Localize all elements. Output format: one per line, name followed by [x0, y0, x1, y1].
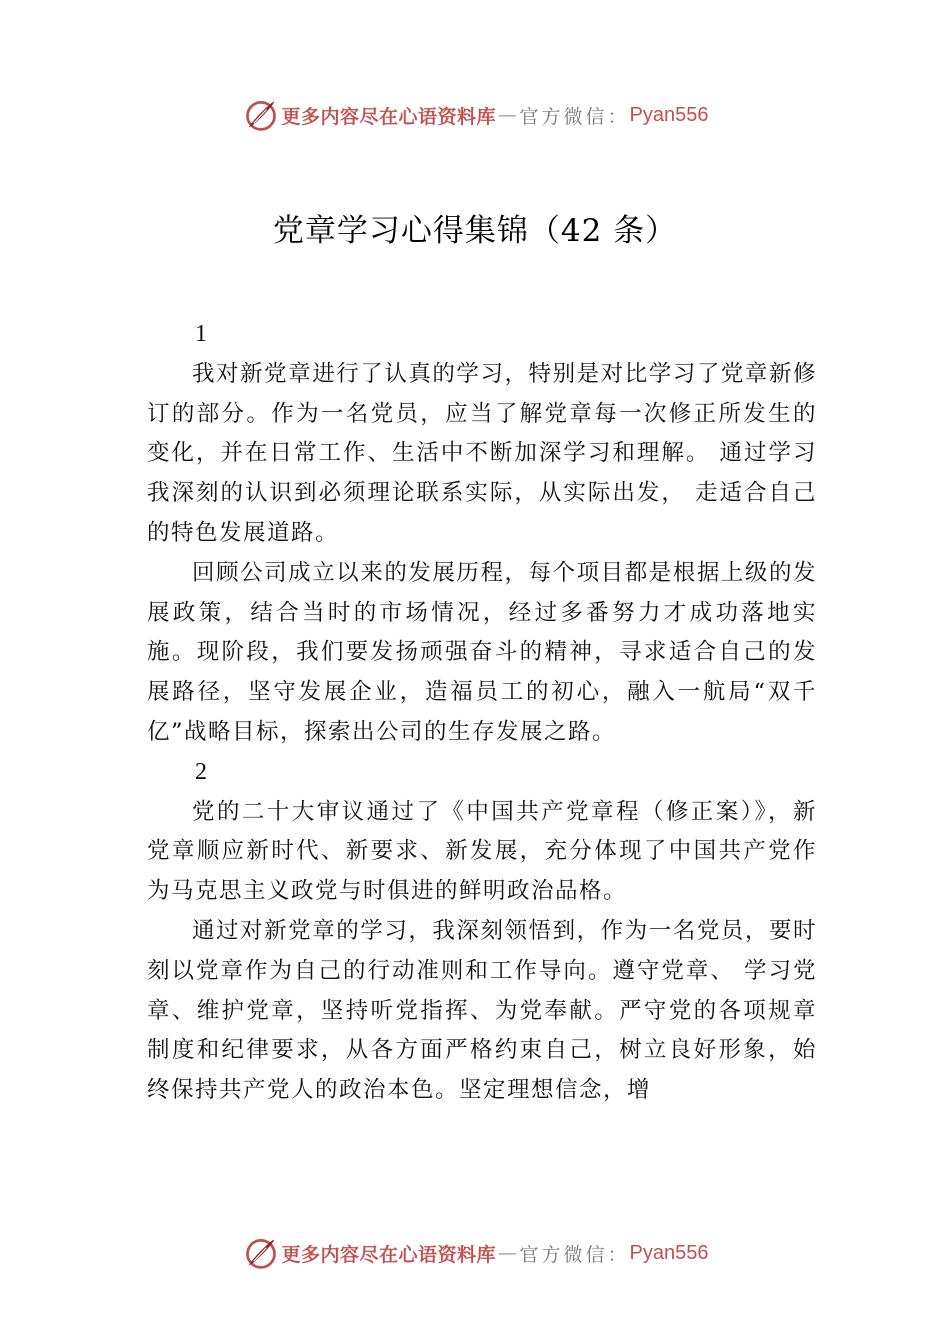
banner-main-text: 更多内容尽在心语资料库 — [281, 105, 497, 128]
paragraph: 回顾公司成立以来的发展历程，每个项目都是根据上级的发展政策，结合当时的市场情况，经过多番努力才成功落地实施。现阶段，我们要发扬顽强奋斗的精神，寻求适合自己的发展路径，坚守发展企业，造福员工的初心，融入一航局“双千亿”战略目标，探索出公司的生存发展之路。 — [147, 559, 817, 745]
section-number: 1 — [195, 321, 207, 347]
document-body — [147, 315, 817, 1111]
quill-logo-icon — [242, 1235, 280, 1271]
quill-logo-icon — [242, 97, 280, 133]
banner-sub-text: 官方微信： — [519, 105, 630, 128]
banner-separator: — — [498, 1242, 518, 1264]
banner-main-text: 更多内容尽在心语资料库 — [281, 1243, 497, 1266]
section-number: 2 — [195, 758, 207, 785]
paragraph: 通过对新党章的学习，我深刻领悟到，作为一名党员，要时刻以党章作为自己的行动准则和工作导向。遵守党章、 学习党章、维护党章，坚持听党指挥、为党奉献。严守党的各项规章制度和纪律要求，从各方面严格约束自己，树立良好形象，始终保持共产党人的政治本色。坚定理想信念，增 — [147, 917, 817, 1104]
document-title: 党章学习心得集锦（42 条） — [272, 213, 678, 249]
banner-separator: — — [498, 104, 518, 126]
banner-sub-text: 官方微信： — [519, 1243, 630, 1266]
banner-wechat-id: Pyan556 — [629, 1241, 709, 1264]
banner-wechat-id: Pyan556 — [629, 103, 709, 126]
paragraph: 党的二十大审议通过了《中国共产党章程（修正案）》，新党章顺应新时代、新要求、新发展，充分体现了中国共产党作为马克思主义政党与时俱进的鲜明政治品格。 — [147, 798, 817, 905]
header-banner — [0, 95, 950, 135]
footer-banner — [0, 1233, 950, 1273]
paragraph: 我对新党章进行了认真的学习，特别是对比学习了党章新修订的部分。作为一名党员，应当了解党章每一次修正所发生的变化，并在日常工作、生活中不断加深学习和理解。 通过学习我深刻的认识到必须理论联系实际，从实际出发， 走适合自己的特色发展道路。 — [147, 360, 817, 546]
